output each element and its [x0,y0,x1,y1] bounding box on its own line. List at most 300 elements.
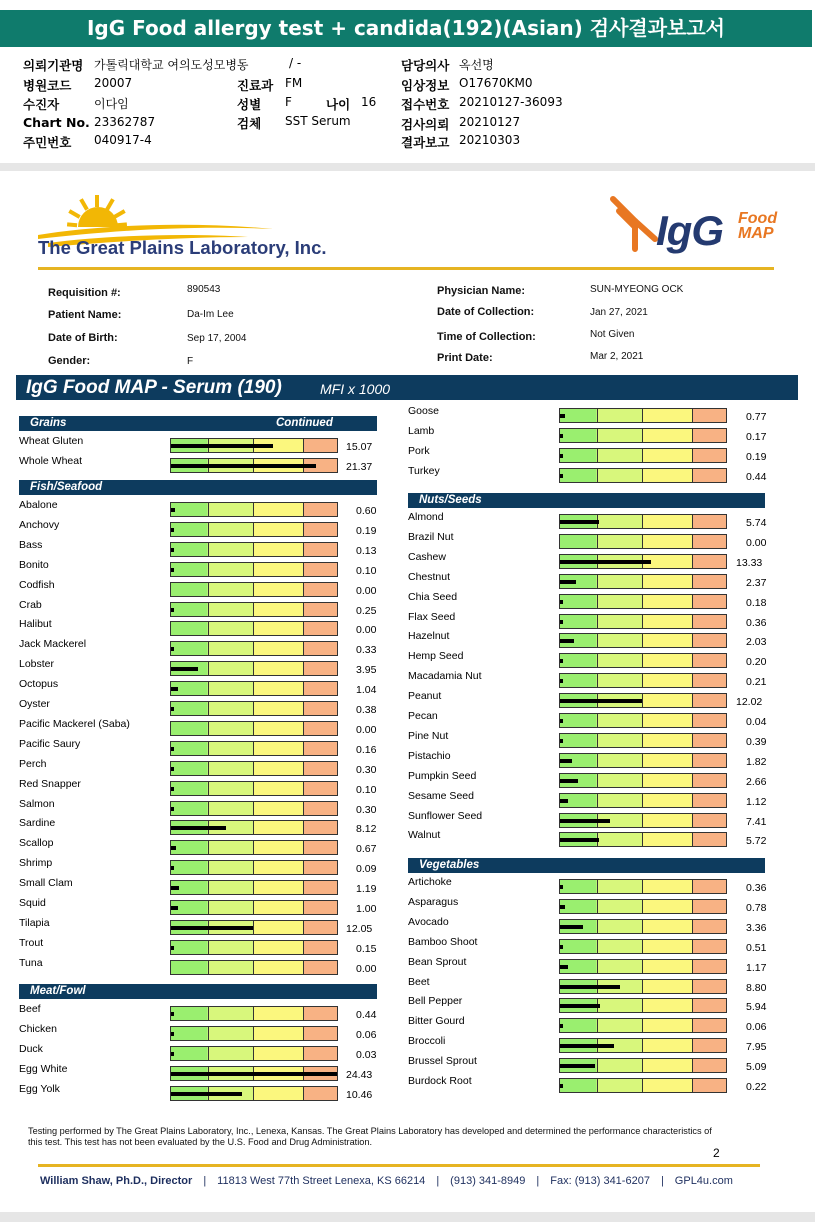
result-bar [559,753,727,768]
result-bar-fill [560,905,565,909]
bar-zone-divider [642,1019,643,1032]
section-title: Vegetables [419,859,480,871]
result-value: 0.78 [746,901,767,914]
result-row [19,877,399,897]
result-value: 3.95 [356,664,377,677]
result-row [408,425,788,445]
clinical-label: 임상정보 [401,78,450,93]
result-value: 0.30 [356,803,377,816]
result-bar-fill [560,520,599,524]
bar-zone-divider [208,762,209,775]
result-row [408,591,788,611]
result-row [19,718,399,738]
bar-zone-divider [303,583,304,596]
section-continued-label: Continued [276,417,333,429]
result-bar [170,621,338,636]
result-row [408,1055,788,1075]
food-name: Pistachio [408,749,451,762]
bar-zone-divider [208,603,209,616]
bar-zone-divider [253,702,254,715]
result-value: 0.67 [356,843,377,856]
result-row [408,956,788,976]
result-value: 0.20 [746,656,767,669]
result-value: 0.19 [746,450,767,463]
bar-zone-divider [597,774,598,787]
result-value: 0.60 [356,505,377,517]
food-name: Chia Seed [408,590,458,603]
result-row [19,817,399,837]
bar-zone-divider [597,449,598,462]
bar-zone-divider [692,900,693,913]
result-bar [170,761,338,776]
bar-zone-divider [253,901,254,914]
bar-zone-divider [642,694,643,707]
food-name: Jack Mackerel [19,638,87,651]
bar-zone-divider [253,941,254,954]
result-bar-fill [560,580,576,584]
result-value: 1.17 [746,961,767,974]
bar-zone-divider [208,722,209,735]
bar-zone-divider [692,555,693,568]
age-label: 나이 [326,97,351,112]
dept-label: 진료과 [237,78,274,93]
result-bar-fill [171,464,316,468]
bar-zone-divider [303,642,304,655]
result-value: 0.51 [746,941,767,954]
bar-zone-divider [692,674,693,687]
footer-web: GPL4u.com [674,1175,733,1187]
result-row [19,1083,399,1103]
result-row [408,810,788,830]
bar-zone-divider [597,575,598,588]
result-row [408,690,788,710]
result-row [408,1075,788,1095]
food-name: Burdock Root [408,1075,472,1087]
food-name: Egg Yolk [19,1082,60,1095]
bar-zone-divider [597,880,598,893]
bar-zone-divider [208,782,209,795]
bar-zone-divider [303,881,304,894]
section-header [408,493,765,508]
result-bar [559,614,727,629]
result-bar-fill [171,946,174,950]
report-page [0,171,815,1212]
bar-zone-divider [597,615,598,628]
result-bar-fill [560,965,568,969]
result-bar [559,633,727,648]
bar-zone-divider [208,901,209,914]
bar-zone-divider [253,861,254,874]
bar-zone-divider [642,794,643,807]
bar-zone-divider [597,429,598,442]
result-bar [170,1086,338,1101]
bar-zone-divider [253,961,254,974]
bar-zone-divider [303,563,304,576]
food-name: Artichoke [408,876,452,888]
bar-zone-divider [642,900,643,913]
receipt-value: 20210127-36093 [459,95,563,109]
patient-name-label: Patient Name: [48,309,122,321]
result-value: 0.04 [746,716,767,728]
result-bar-fill [560,799,568,803]
bar-zone-divider [597,714,598,727]
bar-zone-divider [642,880,643,893]
result-row [19,1003,399,1023]
result-row [19,579,399,599]
footer-fax: Fax: (913) 341-6207 [550,1175,650,1187]
bar-zone-divider [597,535,598,548]
request-value: 20210127 [459,115,521,129]
result-bar-fill [171,568,174,572]
footer-rule [38,1164,760,1167]
result-bar-fill [171,807,174,811]
result-bar-fill [171,866,174,870]
result-bar-fill [560,659,563,663]
result-value: 8.80 [746,981,767,994]
bar-zone-divider [253,642,254,655]
bar-zone-divider [253,1047,254,1060]
result-bar-fill [560,434,563,438]
bar-zone-divider [692,429,693,442]
bar-zone-divider [597,1079,598,1092]
result-bar [170,840,338,855]
section-header [19,984,377,999]
specimen-label: 검체 [237,116,262,131]
bar-zone-divider [253,603,254,616]
result-bar-fill [171,747,174,751]
patient-kr-label: 수진자 [23,97,60,112]
result-value: 21.37 [346,460,373,473]
result-row [408,750,788,770]
result-row [19,455,399,475]
result-value: 0.77 [746,411,767,423]
food-name: Whole Wheat [19,454,83,467]
result-row [19,778,399,798]
result-bar [559,813,727,828]
result-value: 0.00 [356,723,377,736]
bar-zone-divider [642,940,643,953]
bar-zone-divider [642,469,643,482]
bar-zone-divider [642,774,643,787]
result-bar [559,733,727,748]
bar-zone-divider [253,881,254,894]
result-bar [559,574,727,589]
clinical-value: O17670KM0 [459,76,533,90]
result-row [408,916,788,936]
result-value: 0.10 [356,783,377,796]
food-name: Pacific Saury [19,737,81,750]
bar-zone-divider [303,702,304,715]
bar-zone-divider [208,543,209,556]
bar-zone-divider [303,921,304,934]
dob-value: Sep 17, 2004 [187,333,247,344]
section-title: Nuts/Seeds [419,494,482,506]
result-bar-fill [560,819,610,823]
gender-value: F [187,356,194,367]
result-value: 0.10 [356,564,377,577]
bar-zone-divider [597,940,598,953]
result-bar [170,661,338,676]
result-bar-fill [171,1072,337,1076]
result-bar [170,741,338,756]
food-name: Pacific Mackerel (Saba) [19,717,130,730]
food-name: Pork [408,444,430,457]
result-value: 5.94 [746,1001,767,1014]
print-date-label: Print Date: [437,352,493,364]
result-bar-fill [560,600,563,604]
header-rule [38,267,774,270]
bar-zone-divider [692,880,693,893]
bar-zone-divider [692,654,693,667]
result-value: 1.19 [356,883,377,896]
result-bar-fill [560,719,563,723]
bar-zone-divider [692,1059,693,1072]
bar-zone-divider [253,821,254,834]
result-row [19,638,399,658]
result-bar [170,542,338,557]
id-label: 주민번호 [23,135,72,150]
food-name: Perch [19,757,47,770]
bar-zone-divider [692,774,693,787]
igg-logo-food-word: Food [738,210,778,227]
result-bar [559,408,727,423]
result-row [408,730,788,750]
food-name: Crab [19,598,42,611]
result-bar-fill [560,639,574,643]
bar-zone-divider [303,841,304,854]
result-bar-fill [171,707,174,711]
result-row [19,758,399,778]
korean-header-info [0,55,815,155]
bar-zone-divider [253,841,254,854]
food-name: Halibut [19,618,52,631]
bar-zone-divider [208,682,209,695]
bar-zone-divider [208,941,209,954]
section-title: Fish/Seafood [30,481,103,493]
food-name: Small Clam [19,877,73,890]
result-bar [559,534,727,549]
bar-zone-divider [692,1039,693,1052]
igg-logo-text: IgG [656,207,723,254]
result-bar-fill [171,548,174,552]
result-row [408,995,788,1015]
result-row [19,678,399,698]
disclaimer: Testing performed by The Great Plains Laboratory, Inc., Lenexa, Kansas. The Great Plains Laboratory has developed and determined the performance characteristics of this test. This test has not been evaluated by the U.S. Food and Drug Administration. [28,1126,712,1147]
result-value: 2.03 [746,636,767,649]
result-bar-fill [560,1064,595,1068]
bar-zone-divider [692,960,693,973]
report-banner: IgG Food allergy test + candida(192)(Asian) 검사결과보고서 [0,10,812,47]
chart-no-label: Chart No. [23,115,90,130]
result-value: 15.07 [346,441,373,453]
food-name: Brazil Nut [408,530,454,543]
result-bar [559,1058,727,1073]
result-bar-fill [171,687,178,691]
bar-zone-divider [303,802,304,815]
result-value: 0.06 [746,1021,767,1034]
result-value: 3.36 [746,921,767,934]
result-bar [559,979,727,994]
bar-zone-divider [642,833,643,846]
food-name: Turkey [408,464,440,477]
bar-zone-divider [642,535,643,548]
dept-value: FM [285,76,303,90]
result-bar-fill [171,1052,174,1056]
result-bar [559,919,727,934]
result-row [19,539,399,559]
bar-zone-divider [597,1059,598,1072]
result-row [19,599,399,619]
gender-label: Gender: [48,355,91,367]
bar-zone-divider [303,603,304,616]
bar-zone-divider [303,941,304,954]
report-value: 20210303 [459,133,521,147]
result-row [408,650,788,670]
bar-zone-divider [642,615,643,628]
result-value: 0.19 [356,524,377,537]
food-name: Pumpkin Seed [408,769,477,782]
bar-zone-divider [253,1087,254,1100]
result-bar [559,693,727,708]
bar-zone-divider [692,449,693,462]
bar-zone-divider [303,662,304,675]
result-value: 1.82 [746,755,767,768]
bar-zone-divider [692,615,693,628]
bar-zone-divider [208,503,209,516]
bar-zone-divider [642,980,643,993]
result-value: 0.09 [356,863,377,876]
result-bar-fill [560,739,563,743]
result-bar-fill [560,925,583,929]
food-name: Hazelnut [408,630,450,643]
bar-zone-divider [597,634,598,647]
result-bar-fill [560,759,572,763]
result-bar-fill [560,699,642,703]
result-bar-fill [171,444,273,448]
section-header [19,416,377,431]
result-value: 0.13 [356,544,377,557]
bar-zone-divider [642,1079,643,1092]
food-name: Bass [19,538,43,551]
bar-zone-divider [597,654,598,667]
result-bar [559,1038,727,1053]
bar-zone-divider [253,543,254,556]
igg-logo-food [738,211,777,241]
result-bar [559,773,727,788]
food-name: Wheat Gluten [19,435,84,447]
result-row [408,445,788,465]
ward-value: / - [289,56,302,70]
food-name: Bell Pepper [408,995,463,1008]
dob-label: Date of Birth: [48,332,118,344]
collection-date-label: Date of Collection: [437,306,535,318]
bar-zone-divider [253,583,254,596]
result-row [408,936,788,956]
result-bar-fill [560,560,651,564]
collection-time-label: Time of Collection: [437,331,536,343]
bar-zone-divider [303,762,304,775]
food-name: Walnut [408,829,441,842]
bar-zone-divider [208,702,209,715]
bar-zone-divider [208,1007,209,1020]
bar-zone-divider [253,802,254,815]
food-name: Trout [19,936,44,949]
print-date-value: Mar 2, 2021 [590,351,644,362]
bar-zone-divider [597,920,598,933]
result-bar [559,713,727,728]
patient-name-value: Da-Im Lee [187,309,234,320]
bar-zone-divider [692,920,693,933]
result-value: 5.09 [746,1061,767,1074]
result-value: 1.12 [746,795,767,808]
result-bar [170,522,338,537]
result-row [408,465,788,485]
result-bar-fill [560,945,563,949]
result-bar-fill [171,1012,174,1016]
bar-zone-divider [597,754,598,767]
bar-zone-divider [692,734,693,747]
bar-zone-divider [642,674,643,687]
result-value: 0.38 [356,704,377,716]
bar-zone-divider [253,782,254,795]
food-name: Duck [19,1042,43,1055]
result-bar-fill [560,779,578,783]
footer-director: William Shaw, Ph.D., Director [40,1175,193,1187]
result-row [19,738,399,758]
result-bar [170,781,338,796]
food-name: Bonito [19,558,49,571]
result-row [408,630,788,650]
bar-zone-divider [303,1007,304,1020]
food-name: Tuna [19,956,43,969]
food-name: Bamboo Shoot [408,935,478,948]
food-name: Chicken [19,1022,57,1035]
panel-unit: MFI x 1000 [320,381,391,397]
sex-label: 성별 [237,97,262,112]
result-value: 0.36 [746,882,767,894]
bar-zone-divider [208,563,209,576]
result-value: 13.33 [736,556,763,569]
bar-zone-divider [692,634,693,647]
bar-zone-divider [692,814,693,827]
result-value: 0.16 [356,743,377,756]
result-value: 24.43 [346,1068,373,1081]
result-value: 0.06 [356,1028,377,1041]
result-row [408,896,788,916]
bar-zone-divider [303,543,304,556]
result-bar-fill [560,1044,614,1048]
bar-zone-divider [303,821,304,834]
result-value: 0.44 [356,1009,377,1021]
result-bar-fill [560,885,563,889]
bar-zone-divider [642,714,643,727]
section-header [408,858,765,873]
code-value: 20007 [94,76,133,90]
collection-time-value: Not Given [590,329,635,340]
food-name: Pine Nut [408,729,449,742]
result-bar [559,428,727,443]
food-name: Flax Seed [408,610,456,623]
result-value: 0.03 [356,1048,377,1061]
result-row [19,499,399,519]
bar-zone-divider [208,1047,209,1060]
bar-zone-divider [253,762,254,775]
food-name: Oyster [19,698,50,710]
result-bar [559,879,727,894]
bar-zone-divider [597,900,598,913]
result-bar [170,920,338,935]
bar-zone-divider [597,794,598,807]
